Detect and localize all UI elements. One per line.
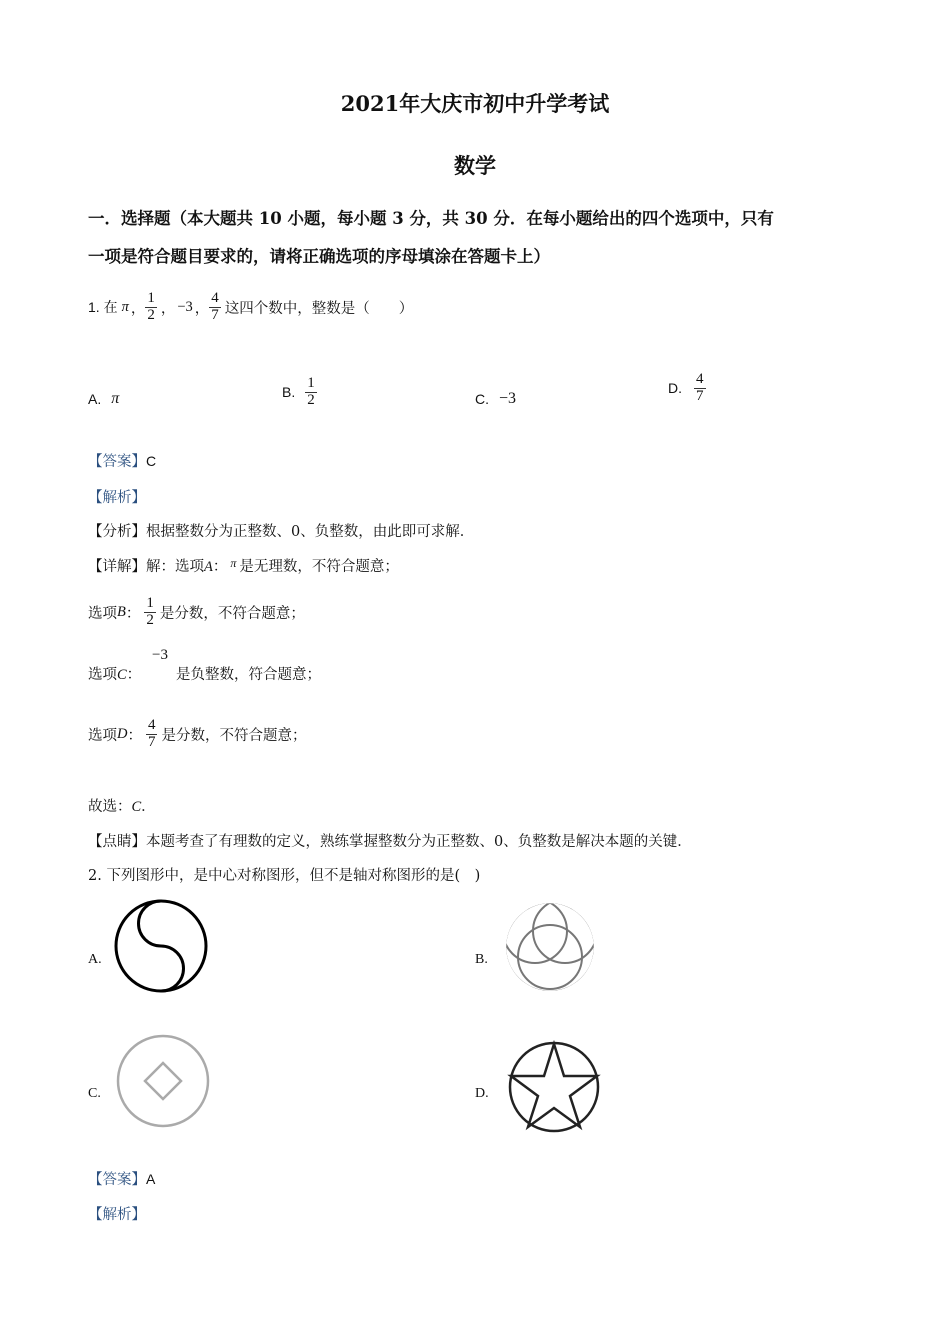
q1-sep1: ， <box>130 300 146 317</box>
detail-b-colon: ： <box>125 605 141 622</box>
option-c-label: C. <box>475 391 489 407</box>
detail-b-letter: B <box>117 603 126 620</box>
q1-fenxi-line <box>88 520 474 541</box>
answer-value: C <box>146 453 157 469</box>
option-a-value: π <box>111 390 120 407</box>
q2-figure-c-coin[interactable] <box>113 1030 213 1132</box>
detail-d-colon: ： <box>127 727 142 744</box>
choose-dot: ． <box>141 799 156 815</box>
option-c-value: −3 <box>499 390 517 407</box>
q1-sep3: ， <box>194 300 210 317</box>
q2-answer-value: A <box>146 1171 156 1187</box>
q2-option-c-label[interactable]: C. <box>88 1086 101 1101</box>
q1-fraction-one-half: $\frac{1}{2}$ <box>147 289 155 323</box>
q1-dianjing-line <box>88 830 692 851</box>
q1-sep2: ， <box>160 300 176 317</box>
section-heading-line1: 一．选择题（本大题共 10 小题，每小题 3 分，共 30 分．在每小题给出的四个选项中，只有 <box>88 209 774 228</box>
choose-letter: C <box>131 799 142 815</box>
q1-detail-a-line <box>88 555 399 576</box>
q2-option-a-label[interactable]: A. <box>88 952 102 967</box>
section-heading-line2: 一项是符合题目要求的，请将正确选项的序母填涂在答题卡上） <box>88 247 550 266</box>
detail-a-colon: ： <box>212 559 228 575</box>
detail-c-prefix-group: 选项C： <box>88 667 142 683</box>
q2-figure-d-star[interactable] <box>504 1040 604 1135</box>
detail-a-text: 是无理数，不符合题意； <box>239 559 399 575</box>
q1-answer-line <box>88 450 156 471</box>
q1-tail: 这四个数中，整数是（ ） <box>224 300 414 317</box>
detail-c-value: −3 <box>152 647 168 663</box>
fenxi-text: 根据整数分为正整数、0、负整数，由此即可求解． <box>146 524 475 540</box>
detail-b-fraction: $\frac{1}{2}$ <box>146 594 154 628</box>
q1-option-a[interactable] <box>88 384 119 414</box>
q1-option-b[interactable] <box>282 366 317 418</box>
detail-a-pi: π <box>230 556 237 570</box>
q1-pi: π <box>121 298 129 315</box>
q1-option-c[interactable] <box>475 384 516 414</box>
q2-analysis-tag: 【解析】 <box>88 1207 146 1223</box>
q2-option-b-label[interactable]: B. <box>475 952 488 967</box>
q2-answer-line <box>88 1168 155 1189</box>
option-d-label: D. <box>668 380 682 396</box>
q1-number: 1. 在 <box>88 299 118 315</box>
dianjing-text: 本题考查了有理数的定义，熟练掌握整数分为正整数、0、负整数是解决本题的关键． <box>146 834 692 850</box>
question-1-stem <box>88 280 413 334</box>
detail-d-text: 是分数，不符合题意； <box>161 727 307 744</box>
q2-option-d-label[interactable]: D. <box>475 1086 489 1101</box>
analysis-tag: 【解析】 <box>88 490 146 506</box>
detail-d-prefix: 选项 <box>88 727 117 744</box>
detail-b-text: 是分数，不符合题意； <box>159 605 305 622</box>
q2-figure-a-yin-yang[interactable] <box>111 896 211 996</box>
q1-option-d[interactable] <box>668 362 706 414</box>
q1-neg-three: −3 <box>177 298 193 315</box>
dianjing-tag: 【点睛】 <box>88 834 146 850</box>
q1-fraction-four-sevenths: $\frac{4}{7}$ <box>211 289 219 323</box>
q1-detail-d-line <box>88 706 306 762</box>
detail-a-letter: A <box>204 559 213 575</box>
q1-detail-b-line <box>88 586 305 638</box>
q2-figure-b-three-arcs[interactable] <box>498 897 602 997</box>
q1-choose-line <box>88 795 156 816</box>
detail-b-prefix: 选项 <box>88 605 117 622</box>
subject-title: 数学 <box>454 153 496 178</box>
q2-answer-tag: 【答案】 <box>88 1172 146 1188</box>
choose-prefix: 故选： <box>88 799 132 815</box>
detail-tag: 【详解】 <box>88 559 146 575</box>
detail-d-fraction: $\frac{4}{7}$ <box>147 716 156 750</box>
question-2-stem: 2. 下列图形中，是中心对称图形，但不是轴对称图形的是( ) <box>88 868 481 884</box>
fenxi-tag: 【分析】 <box>88 524 146 540</box>
detail-a-prefix: 解：选项 <box>146 559 204 575</box>
answer-tag: 【答案】 <box>88 454 146 470</box>
detail-d-letter: D <box>117 725 128 742</box>
option-d-fraction: $\frac{4}{7}$ <box>696 370 704 404</box>
page-title: 2021年大庆市初中升学考试 <box>340 91 610 116</box>
option-b-label: B. <box>282 384 296 400</box>
option-b-fraction: $\frac{1}{2}$ <box>307 374 315 408</box>
detail-c-text: 是负整数，符合题意； <box>176 667 321 683</box>
option-a-label: A. <box>88 391 102 407</box>
